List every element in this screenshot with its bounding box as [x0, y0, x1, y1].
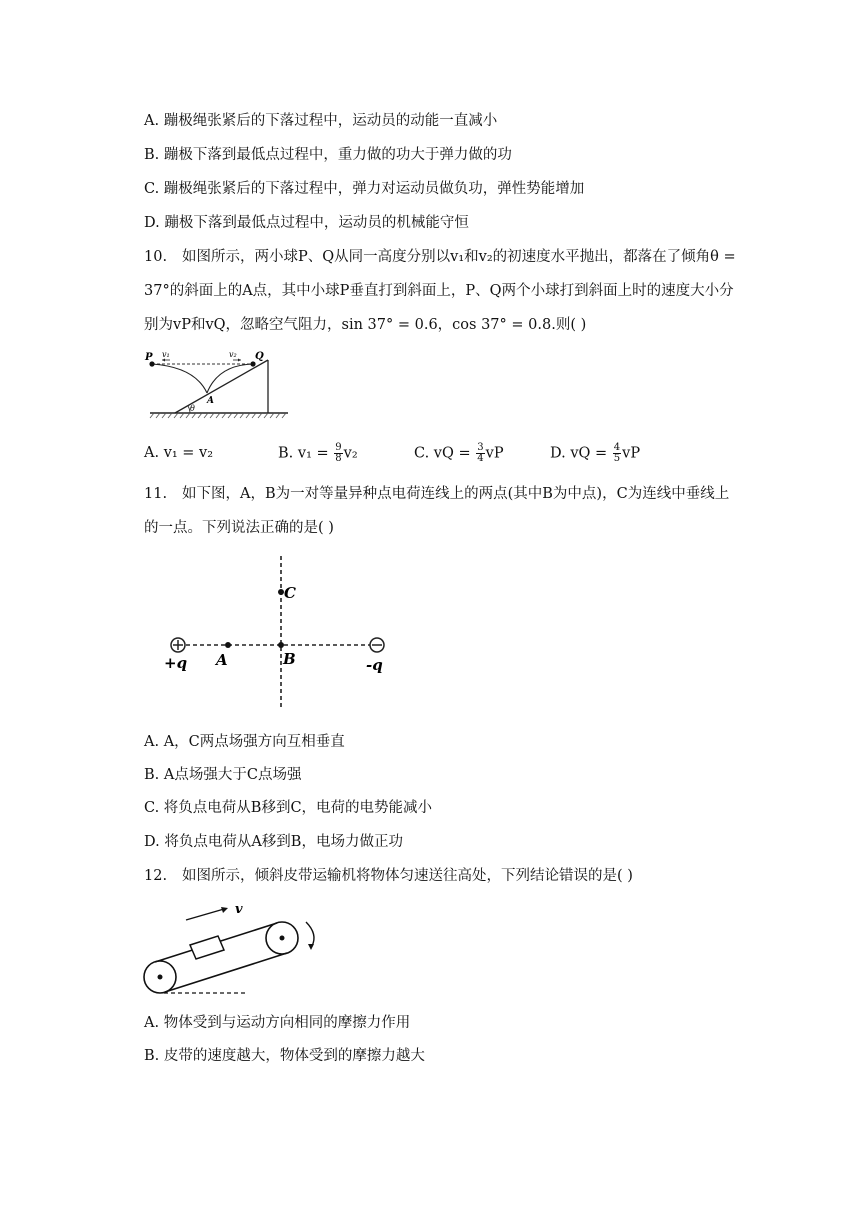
q10-option-c-fraction	[476, 443, 484, 464]
q12-option-b: B. 皮带的速度越大，物体受到的摩擦力越大	[144, 1048, 425, 1064]
q9-option-c: C. 蹦极绳张紧后的下落过程中，弹力对运动员做负功，弹性势能增加	[144, 181, 585, 197]
q10-number: 10.	[144, 249, 168, 265]
q10-option-b-rhs: v₂	[343, 445, 358, 462]
q10-fig-label-a: A	[207, 396, 214, 406]
q12-text-1: 如图所示，倾斜皮带运输机将物体匀速送往高处，下列结论错误的是( )	[182, 868, 633, 884]
q10-option-c-lhs: C. vQ =	[414, 445, 471, 462]
q11-number: 11.	[144, 486, 168, 502]
q10-text-1: 如图所示，两小球P、Q从同一高度分别以v₁和v₂的初速度水平抛出，都落在了倾角θ =	[182, 249, 736, 265]
q10-option-c-rhs: vP	[485, 445, 504, 462]
q10-option-d-fraction	[613, 443, 621, 464]
q10-option-d-lhs: D. vQ =	[550, 445, 608, 462]
q10-options	[144, 443, 764, 465]
q10-figure	[140, 345, 290, 421]
q10-stem-line2: 37°的斜面上的A点，其中小球P垂直打到斜面上，P、Q两个小球打到斜面上时的速度大小分	[144, 283, 734, 299]
q10-fig-label-v1: v₁	[162, 350, 170, 359]
q11-option-a: A. A，C两点场强方向互相垂直	[144, 734, 345, 750]
q11-option-d: D. 将负点电荷从A移到B，电场力做正功	[144, 834, 403, 850]
q11-fig-label-c: C	[284, 584, 296, 602]
q10-stem-line3: 别为vP和vQ，忽略空气阻力，sin 37° = 0.6，cos 37° = 0.8.则( )	[144, 317, 587, 333]
q10-option-b-numerator: 9	[335, 442, 342, 453]
q11-fig-label-minus-q: -q	[366, 656, 383, 674]
q12-fig-label-v: v	[235, 902, 243, 917]
q12-stem-line1	[144, 866, 633, 886]
q11-stem-line2: 的一点。下列说法正确的是( )	[144, 520, 334, 536]
q10-stem-line1	[144, 247, 736, 267]
q10-option-b-lhs: B. v₁ =	[278, 445, 329, 462]
q10-fig-label-theta: θ	[190, 404, 195, 413]
q9-option-b: B. 蹦极下落到最低点过程中，重力做的功大于弹力做的功	[144, 147, 512, 163]
q12-option-a: A. 物体受到与运动方向相同的摩擦力作用	[144, 1015, 411, 1031]
q10-option-b	[278, 443, 358, 464]
q10-option-c-numerator: 3	[477, 442, 484, 453]
q11-fig-label-a: A	[216, 651, 228, 669]
q10-fig-label-v2: v₂	[229, 350, 237, 359]
q10-option-d-denominator: 5	[613, 453, 621, 464]
q11-fig-label-b: B	[283, 650, 296, 668]
q10-option-c	[414, 443, 504, 464]
q10-option-b-fraction	[334, 443, 342, 464]
q11-fig-label-plus-q: +q	[164, 654, 188, 672]
q10-option-c-denominator: 4	[477, 453, 484, 464]
q10-option-d-rhs: vP	[622, 445, 641, 462]
q9-option-a: A. 蹦极绳张紧后的下落过程中，运动员的动能一直减小	[144, 113, 498, 129]
q9-option-d: D. 蹦极下落到最低点过程中，运动员的机械能守恒	[144, 215, 469, 231]
q11-text-1: 如下图，A，B为一对等量异种点电荷连线上的两点(其中B为中点)，C为连线中垂线上	[182, 486, 730, 502]
q11-figure	[150, 552, 400, 712]
q11-option-c: C. 将负点电荷从B移到C，电荷的电势能减小	[144, 800, 433, 816]
q10-fig-label-q: Q	[255, 351, 264, 362]
q10-option-a: A. v₁ = v₂	[144, 445, 214, 461]
q10-fig-label-p: P	[145, 352, 153, 363]
q10-option-d-numerator: 4	[613, 442, 621, 453]
q10-option-d	[550, 443, 640, 464]
q12-figure	[140, 898, 330, 998]
q11-option-b: B. A点场强大于C点场强	[144, 767, 302, 783]
q10-option-b-denominator: 8	[335, 453, 342, 464]
q12-number: 12.	[144, 868, 168, 884]
q11-stem-line1	[144, 484, 729, 504]
